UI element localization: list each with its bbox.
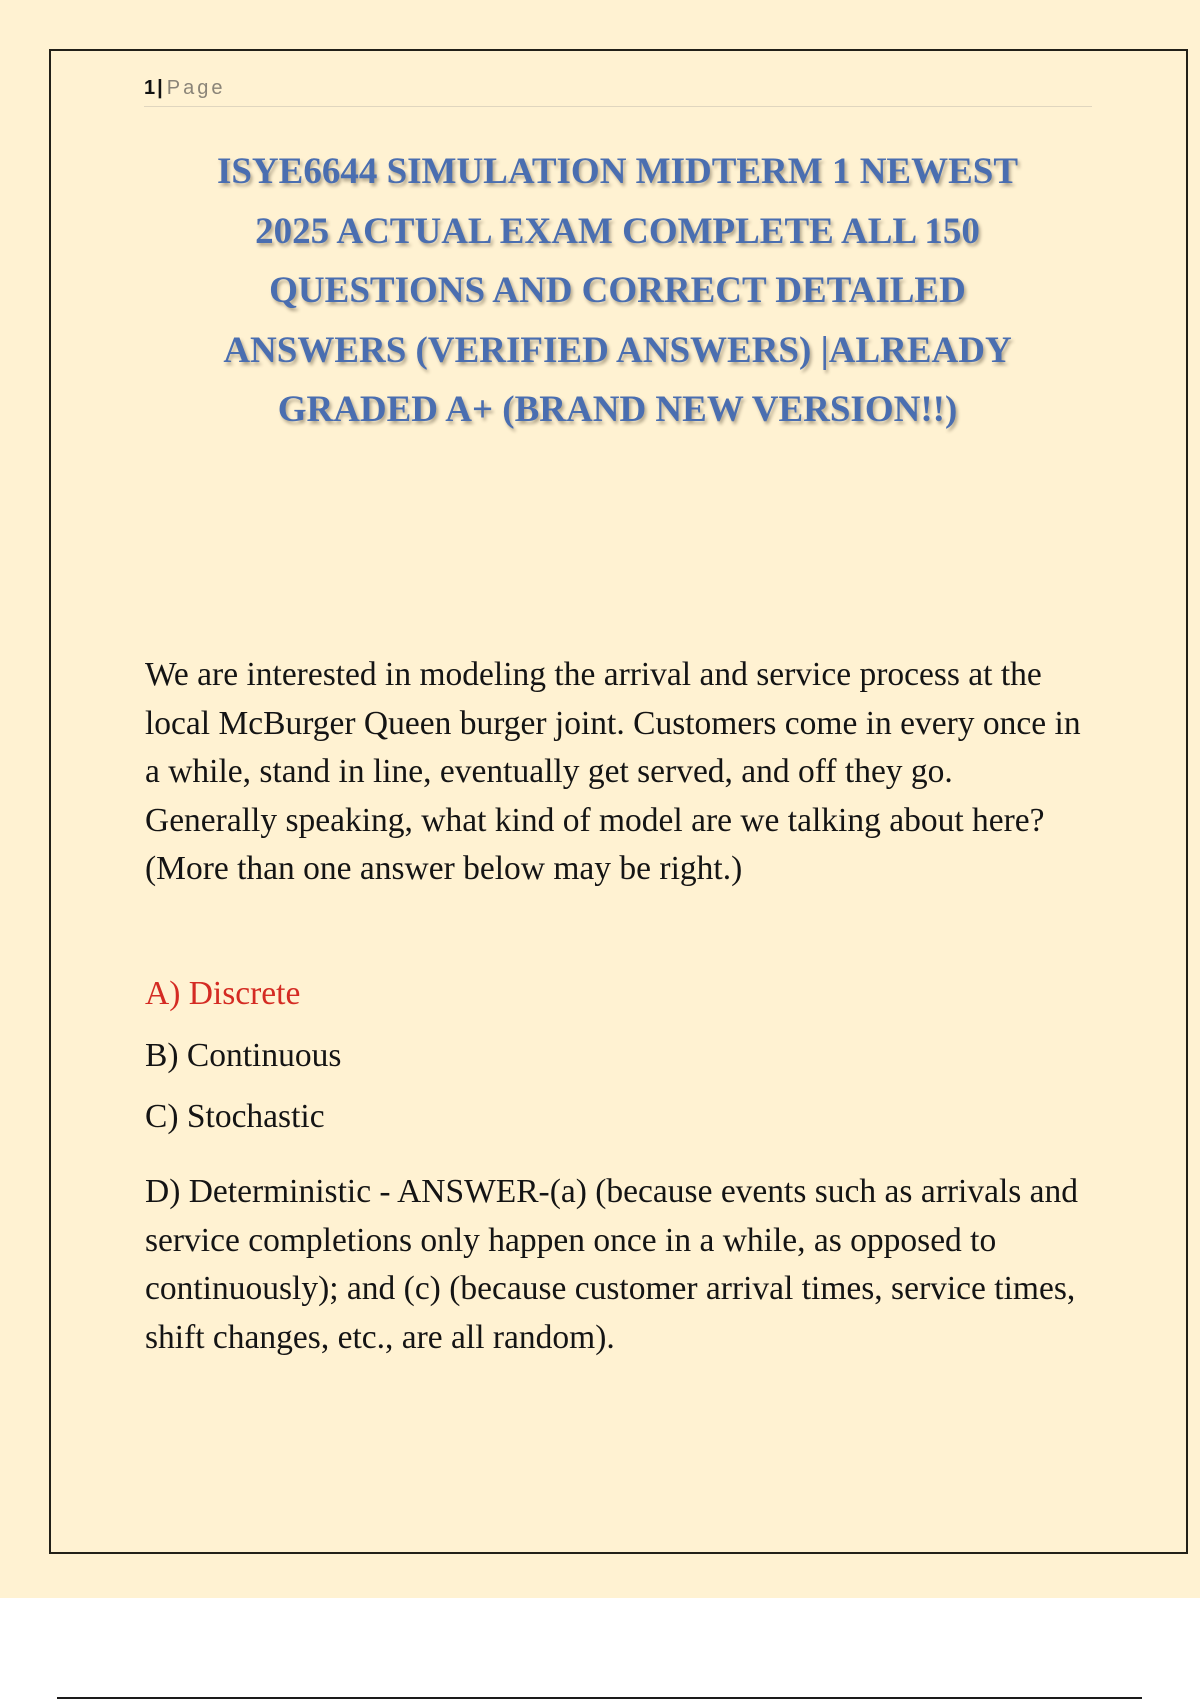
- title-line: 2025 ACTUAL EXAM COMPLETE ALL 150: [255, 210, 980, 252]
- title-line: QUESTIONS AND CORRECT DETAILED: [269, 270, 966, 311]
- title-line: ISYE6644 SIMULATION MIDTERM 1 NEWEST: [216, 151, 1019, 192]
- page-header: [144, 74, 1092, 107]
- option-c: C) Stochastic: [145, 1098, 325, 1135]
- title-line: GRADED A+ (BRAND NEW VERSION!!): [277, 389, 958, 430]
- document-title: [150, 142, 1085, 440]
- option-a-correct: A) Discrete: [145, 975, 301, 1012]
- page-header-separator: |: [157, 77, 163, 99]
- option-d-with-answer: D) Deterministic - ANSWER-(a) (because events such as arrivals and service completions only happen once in a while, as opposed to continuously); and (c) (because customer arrival times, service times, shift changes, etc., are all random).: [145, 1173, 1079, 1356]
- page-number: 1: [144, 77, 156, 99]
- question-text: We are interested in modeling the arrival and service process at the local McBurger Queen burger joint. Customers come in every once in a while, stand in line, eventually get served, and off they go. Generally speaking, what kind of model are we talking about here? (More than one answer below may be right.): [145, 656, 1081, 887]
- page-label: Page: [166, 77, 226, 99]
- title-line: ANSWERS (VERIFIED ANSWERS) |ALREADY: [223, 329, 1012, 371]
- next-page-divider: [57, 1697, 1142, 1699]
- option-b: B) Continuous: [145, 1037, 342, 1074]
